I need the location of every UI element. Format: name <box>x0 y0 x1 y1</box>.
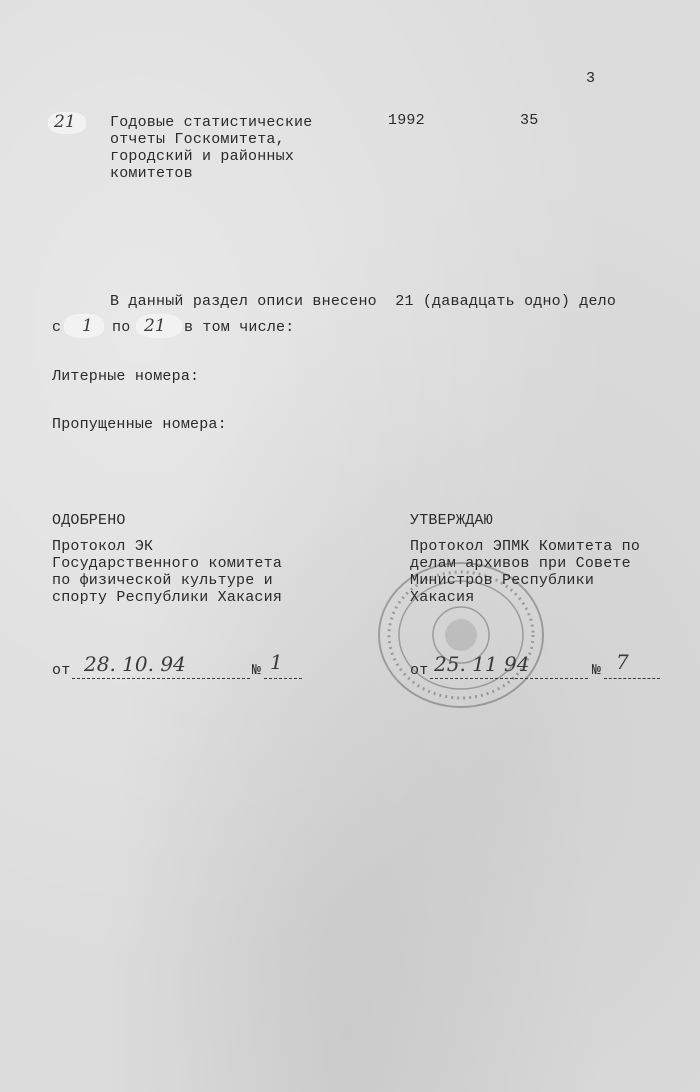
approved-num-rule <box>264 678 302 679</box>
confirmed-line-2: делам архивов при Совете <box>410 555 631 572</box>
approved-line-4: спорту Республики Хакасия <box>52 589 283 606</box>
approved-line-3: по физической культуре и <box>52 572 273 589</box>
approved-date-prefix: от <box>52 662 71 679</box>
from-number: 1 <box>82 316 93 336</box>
approved-date: 28. 10. 94 <box>84 652 186 676</box>
confirmed-date-rule <box>430 678 588 679</box>
summary-line-1: В данный раздел описи внесено 21 (давадцать одно) дело <box>110 293 617 310</box>
entry-sheets: 35 <box>520 112 539 129</box>
confirmed-date: 25. 11 94 <box>434 652 530 676</box>
confirmed-heading: УТВЕРЖДАЮ <box>410 512 493 529</box>
approved-date-rule <box>72 678 250 679</box>
entry-year: 1992 <box>388 112 425 129</box>
confirmed-num: 7 <box>616 650 629 674</box>
entry-title-line-1: Годовые статистические <box>110 114 313 131</box>
to-number: 21 <box>144 316 166 336</box>
entry-title-line-3: городский и районных <box>110 148 295 165</box>
approved-line-2: Государственного комитета <box>52 555 283 572</box>
entry-title-line-2: отчеты Госкомитета, <box>110 131 285 148</box>
confirmed-line-3: Министров Республики <box>410 572 595 589</box>
approved-line-1: Протокол ЭК <box>52 538 154 555</box>
summary-prefix: с <box>52 319 62 336</box>
litera-label: Литерные номера: <box>52 368 200 385</box>
entry-number: 21 <box>54 112 76 132</box>
confirmed-num-prefix: № <box>592 662 602 679</box>
approved-num-prefix: № <box>252 662 262 679</box>
approved-heading: ОДОБРЕНО <box>52 512 126 529</box>
summary-suffix: в том числе: <box>184 319 295 336</box>
confirmed-num-rule <box>604 678 660 679</box>
confirmed-line-1: Протокол ЭПМК Комитета по <box>410 538 641 555</box>
entry-title-line-4: комитетов <box>110 165 193 182</box>
page-number: 3 <box>586 70 596 87</box>
missing-label: Пропущенные номера: <box>52 416 227 433</box>
summary-by: по <box>112 319 131 336</box>
confirmed-date-prefix: от <box>410 662 429 679</box>
approved-num: 1 <box>270 650 283 674</box>
confirmed-line-4: Хакасия <box>410 589 475 606</box>
